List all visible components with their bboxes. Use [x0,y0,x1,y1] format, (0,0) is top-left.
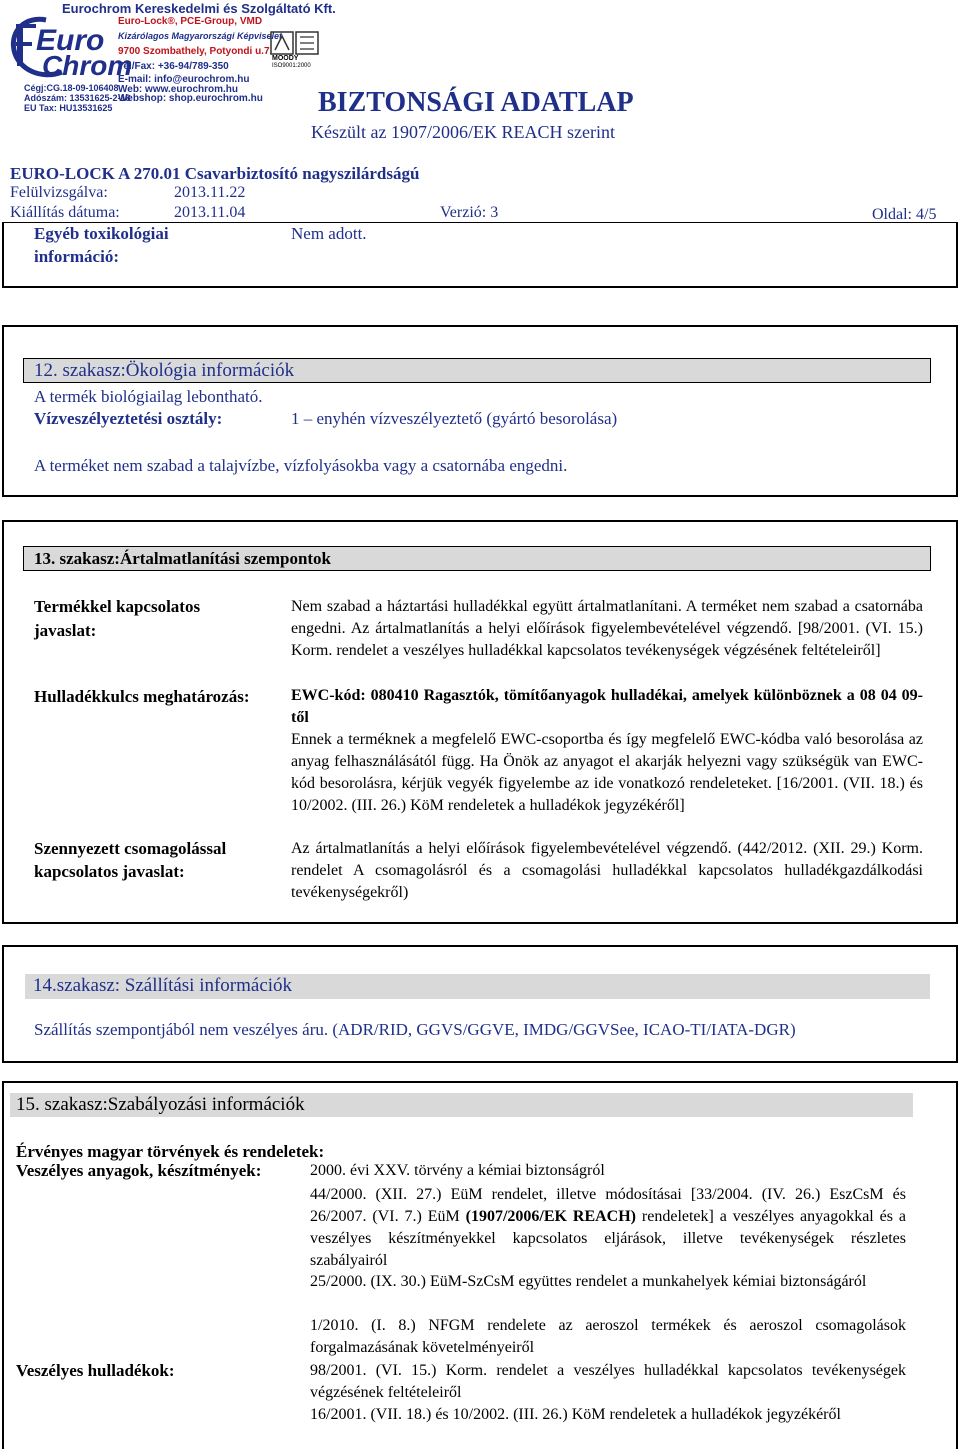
hazardous-waste-law-1: 98/2001. (VI. 15.) Korm. rendelet a veszélyes hulladékkal kapcsolatos tevékenységek végzésének feltételeiről [310,1362,906,1401]
wgk-value: 1 – enyhén vízveszélyeztető (gyártó besorolása) [291,409,618,428]
distributor: Kizárólagos Magyarországi Képviselet [118,31,283,41]
other-toxicology-label-2: információ: [34,247,119,266]
hazmat-law-1: 2000. évi XXV. törvény a kémiai biztonságról [310,1162,605,1179]
issue-date: 2013.11.04 [174,204,246,221]
eu-tax: EU Tax: HU13531625 [24,103,113,113]
hazardous-waste-law-2: 16/2001. (VII. 18.) és 10/2002. (III. 26.) KöM rendeletek a hulladékok jegyzékéről [310,1406,841,1423]
revision-label: Felülvizsgálva: [10,184,108,201]
transport-text: Szállítás szempontjából nem veszélyes áru. (ADR/RID, GGVS/GGVE, IMDG/GGVSee, ICAO-TI/IATA-DGR) [34,1020,796,1039]
waste-code-label: Hulladékkulcs meghatározás: [34,687,250,706]
hazmat-law-4: 1/2010. (I. 8.) NFGM rendelete az aeroszol termékek és aeroszol csomagolások forgalmazásának követelményeiről [310,1317,906,1356]
waste-code-text: Ennek a terméknek a megfelelő EWC-csoportba és így megfelelő EWC-kódba való besorolása az anyag felhasználásától függ. Ha Önök az anyagot el akarják helyezni vagy szükségük van EWC-kód besorolásra, kérjük vegyék figyelembe az ide vonatkozó rendeleteket. [16/2001. (VII. 18.) és 10/2002. (III. 26.) KöM rendeletek a hulladékok jegyzékéről] [291,731,923,814]
revision-date: 2013.11.22 [174,184,246,201]
hazmat-law-3: 25/2000. (IX. 30.) EüM-SzCsM együttes rendelet a munkahelyek kémiai biztonságáról [310,1273,867,1290]
email: E-mail: info@eurochrom.hu [118,74,250,85]
packaging-label-2: kapcsolatos javaslat: [34,862,185,881]
other-toxicology-value: Nem adott. [291,224,367,243]
document-subtitle: Készült az 1907/2006/EK REACH szerint [311,122,615,142]
waste-code-ewc: EWC-kód: 080410 Ragasztók, tömítőanyagok hulladékai, amelyek különböznek a 08 04 09-től [291,687,923,726]
company-name: Eurochrom Kereskedelmi és Szolgáltató Kft. [62,1,336,16]
version: Verzió: 3 [440,204,499,221]
logo-text-top: Euro [36,24,105,57]
wgk-label: Vízveszélyeztetési osztály: [34,409,223,428]
section-12-heading: 12. szakasz:Ökológia információk [23,358,931,383]
section-14-box [2,945,958,1063]
hazmat-law-2-reach: (1907/2006/EK REACH) [465,1208,636,1225]
packaging-text: Az ártalmatlanítás a helyi előírások figyelembevételével végzendő. (442/2012. (XII. 29.) Korm. rendelet A csomagolásról és a csomagolási hulladékkal kapcsolatos hulladékgazdálkodási tevékenységekről) [291,840,923,901]
biodegradable-text: A termék biológiailag lebontható. [34,387,263,406]
other-toxicology-label-1: Egyéb toxikológiai [34,224,169,243]
issue-label: Kiállítás dátuma: [10,204,120,221]
hazardous-waste-label: Veszélyes hulladékok: [16,1361,175,1380]
logo-text-bottom: Chrom [42,50,133,81]
cegjegyzek: Cégj:CG.18-09-106408 [24,83,119,93]
hazmat-law-2 [310,1184,906,1272]
section-15-heading: 15. szakasz:Szabályozási információk [10,1093,913,1117]
product-disposal-label-2: javaslat: [34,621,97,640]
regulations-subheading: Érvényes magyar törvények és rendeletek: [16,1142,325,1161]
groundwater-text: A terméket nem szabad a talajvízbe, vízfolyásokba vagy a csatornába engedni. [34,456,568,475]
packaging-label-1: Szennyezett csomagolással [34,839,227,858]
cert-label: MOODY [272,55,299,62]
brands: Euro-Lock®, PCE-Group, VMD [118,16,263,27]
hazmat-label: Veszélyes anyagok, készítmények: [16,1161,262,1180]
adoszam: Adószám: 13531625-2-18 [24,93,131,103]
page-number: Oldal: 4/5 [872,206,937,223]
telfax: Tel/Fax: +36-94/789-350 [118,61,229,72]
product-disposal-label-1: Termékkel kapcsolatos [34,597,201,616]
hazmat-law-2-pre: 44/2000. (XII. 27.) EüM rendelet, illetve módosításai [33/2004. (IV. 26.) EszCsM és 26/2007. (VI. 7.) EüM [310,1186,906,1225]
hazmat-law-2-post: rendeletek] a veszélyes anyagokkal és a veszélyes készítményekkel kapcsolatos eljárások, illetve tevékenységek részletes szabályairól [310,1208,907,1269]
cert-iso: ISO9001:2000 [272,63,311,69]
product-name: EURO-LOCK A 270.01 Csavarbiztosító nagyszilárdságú [10,164,420,183]
web: Web: www.eurochrom.hu [118,84,239,95]
webshop: Webshop: shop.eurochrom.hu [118,93,263,104]
address: 9700 Szombathely, Potyondi u.7. [118,46,273,57]
document-title: BIZTONSÁGI ADATLAP [318,87,634,118]
section-13-heading: 13. szakasz:Ártalmatlanítási szempontok [23,546,931,571]
product-disposal-text: Nem szabad a háztartási hulladékkal együtt ártalmatlanítani. A terméket nem szabad a csatornába engedni. Az ártalmatlanítás a helyi előírások figyelembevételével végzendő. [98/2001. (VI. 15.) Korm. rendelet a veszélyes hulladékkal kapcsolatos tevékenységek végzésének feltételeiről] [291,598,923,659]
section-14-heading: 14.szakasz: Szállítási információk [25,974,930,999]
